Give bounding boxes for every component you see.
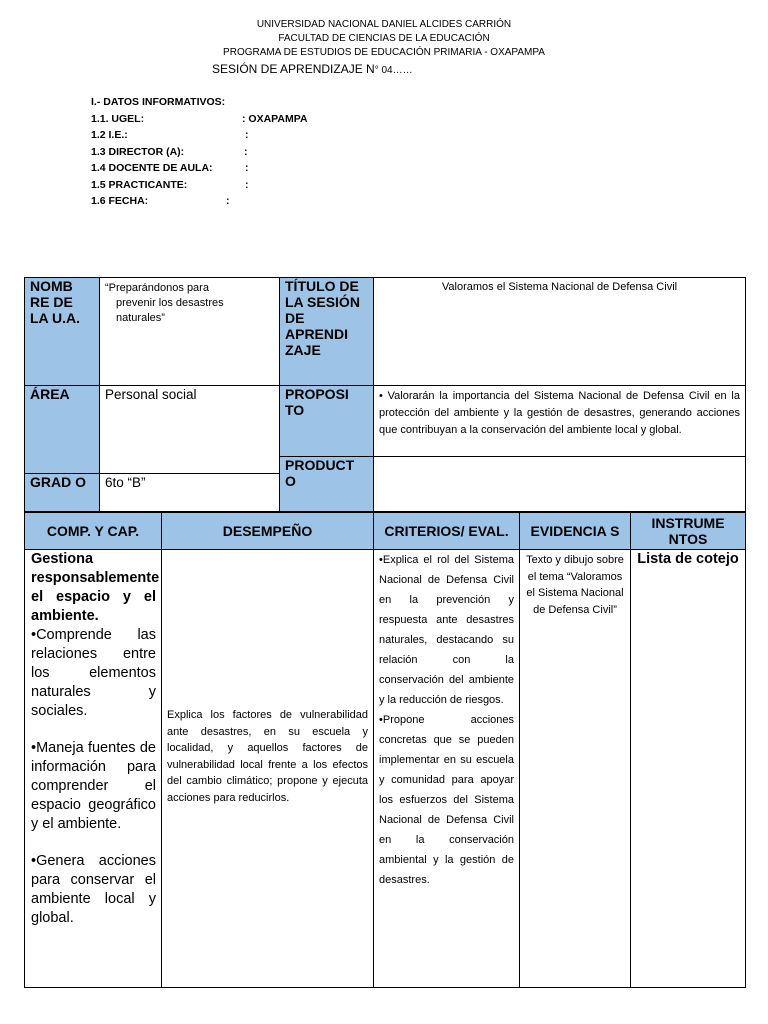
producto-label-cell xyxy=(280,457,374,512)
area-label: ÁREA xyxy=(30,386,70,402)
ua-value-line: naturales” xyxy=(116,312,165,324)
criterios-cell xyxy=(374,550,520,988)
header-comp: COMP. Y CAP. xyxy=(25,513,162,550)
proposito-value-cell xyxy=(374,386,746,457)
header-evidencias: EVIDENCIA S xyxy=(520,513,631,550)
header-instrumentos: INSTRUME NTOS xyxy=(631,513,746,550)
titulo-label-cell xyxy=(280,278,374,386)
instrumentos-cell xyxy=(631,550,746,988)
criterio-item: •Explica el rol del Sistema Nacional de Defensa Civil en la prevención y respuesta ante desastres naturales, destacando su relación con la conservación del ambiente y la reducción de riesgos. xyxy=(379,554,514,706)
ua-label-cell xyxy=(25,278,100,386)
info-value: : OXAPAMPA xyxy=(242,112,308,125)
proposito-label: PROPOSI TO xyxy=(285,386,349,418)
evidencias-text: Texto y dibujo sobre el tema “Valoramos el Sistema Nacional de Defensa Civil” xyxy=(526,554,624,616)
ua-label: NOMB RE DE LA U.A. xyxy=(30,278,81,326)
program-name: PROGRAMA DE ESTUDIOS DE EDUCACIÓN PRIMARIA - OXAPAMPA xyxy=(223,47,545,58)
ua-value-line: “Preparándonos para xyxy=(105,282,209,294)
desempeno-cell xyxy=(162,550,374,988)
grado-label: GRAD O xyxy=(30,474,86,490)
info-section xyxy=(91,94,308,210)
titulo-value: Valoramos el Sistema Nacional de Defensa Civil xyxy=(441,281,678,293)
grado-value-cell xyxy=(100,474,280,512)
info-value: : xyxy=(245,129,249,141)
comp-item: •Comprende las relaciones entre los elementos naturales y sociales. xyxy=(31,627,156,719)
grado-value: 6to “B” xyxy=(105,475,146,490)
area-value: Personal social xyxy=(105,387,197,402)
faculty-name: FACULTAD DE CIENCIAS DE LA EDUCACIÓN xyxy=(278,33,490,44)
proposito-label-cell xyxy=(280,386,374,457)
instrumentos-text: Lista de cotejo xyxy=(637,551,739,567)
info-value: : xyxy=(244,145,248,158)
info-value: : xyxy=(226,195,230,207)
header-criterios: CRITERIOS/ EVAL. xyxy=(374,513,520,550)
comp-item: •Genera acciones para conservar el ambiente local y global. xyxy=(31,853,156,926)
titulo-label: TÍTULO DE LA SESIÓN DE APRENDI ZAJE xyxy=(285,278,360,358)
session-title-text: SESIÓN DE APRENDIZAJE N xyxy=(212,62,375,76)
ua-value-line: prevenir los desastres xyxy=(116,297,224,309)
comp-item: •Maneja fuentes de información para comprender el espacio geográfico y el ambiente. xyxy=(31,740,156,832)
titulo-value-cell xyxy=(374,278,746,386)
info-label: 1.1. UGEL: xyxy=(91,112,145,125)
info-row-docente xyxy=(91,160,249,177)
info-title: I.- DATOS INFORMATIVOS: xyxy=(91,96,226,108)
criterio-item: •Propone acciones concretas que se pueden implementar en su escuela y comunidad para apoyar los esfuerzos del Sistema Nacional de Defensa Civil en la conservación ambiental y la gestión de desastres. xyxy=(379,714,514,886)
info-label: 1.5 PRACTICANTE: xyxy=(91,178,188,191)
info-label: 1.4 DOCENTE DE AULA: xyxy=(91,162,213,174)
info-value: : xyxy=(245,178,249,191)
info-label: 1.2 I.E.: xyxy=(91,129,128,141)
competencies-table xyxy=(24,512,746,988)
area-value-cell xyxy=(100,386,280,474)
session-title xyxy=(212,62,413,78)
desempeno-text: Explica los factores de vulnerabilidad ante desastres, en su escuela y localidad, y aquellos factores de vulnerabilidad local frente a los efectos del cambio climático; propone y ejecuta acciones para reducirlos. xyxy=(167,709,368,804)
area-label-cell xyxy=(25,386,100,474)
comp-cell xyxy=(25,550,162,988)
producto-value-cell xyxy=(374,457,746,512)
info-row-practicante xyxy=(91,177,249,194)
comp-title: Gestiona responsablemente el espacio y el ambiente. xyxy=(31,551,160,624)
producto-label: PRODUCT O xyxy=(285,457,355,489)
university-name: UNIVERSIDAD NACIONAL DANIEL ALCIDES CARRIÓN xyxy=(256,19,512,30)
grado-label-cell xyxy=(25,474,100,512)
info-row-fecha xyxy=(91,193,230,210)
header-desempeno: DESEMPEÑO xyxy=(162,513,374,550)
session-info-table xyxy=(24,277,746,512)
info-label: 1.3 DIRECTOR (A): xyxy=(91,145,185,158)
evidencias-cell xyxy=(520,550,631,988)
session-number: ° 04…… xyxy=(374,65,413,76)
info-value: : xyxy=(245,162,249,174)
info-row-ie xyxy=(91,127,249,144)
proposito-value: • Valorarán la importancia del Sistema Nacional de Defensa Civil en la protección del ambiente y la gestión de desastres, generando acciones que contribuyan a la conservación del ambiente local y global. xyxy=(379,390,740,436)
info-row-director xyxy=(91,144,248,161)
ua-value-cell xyxy=(100,278,280,386)
info-row-ugel xyxy=(91,111,308,128)
info-label: 1.6 FECHA: xyxy=(91,195,149,207)
